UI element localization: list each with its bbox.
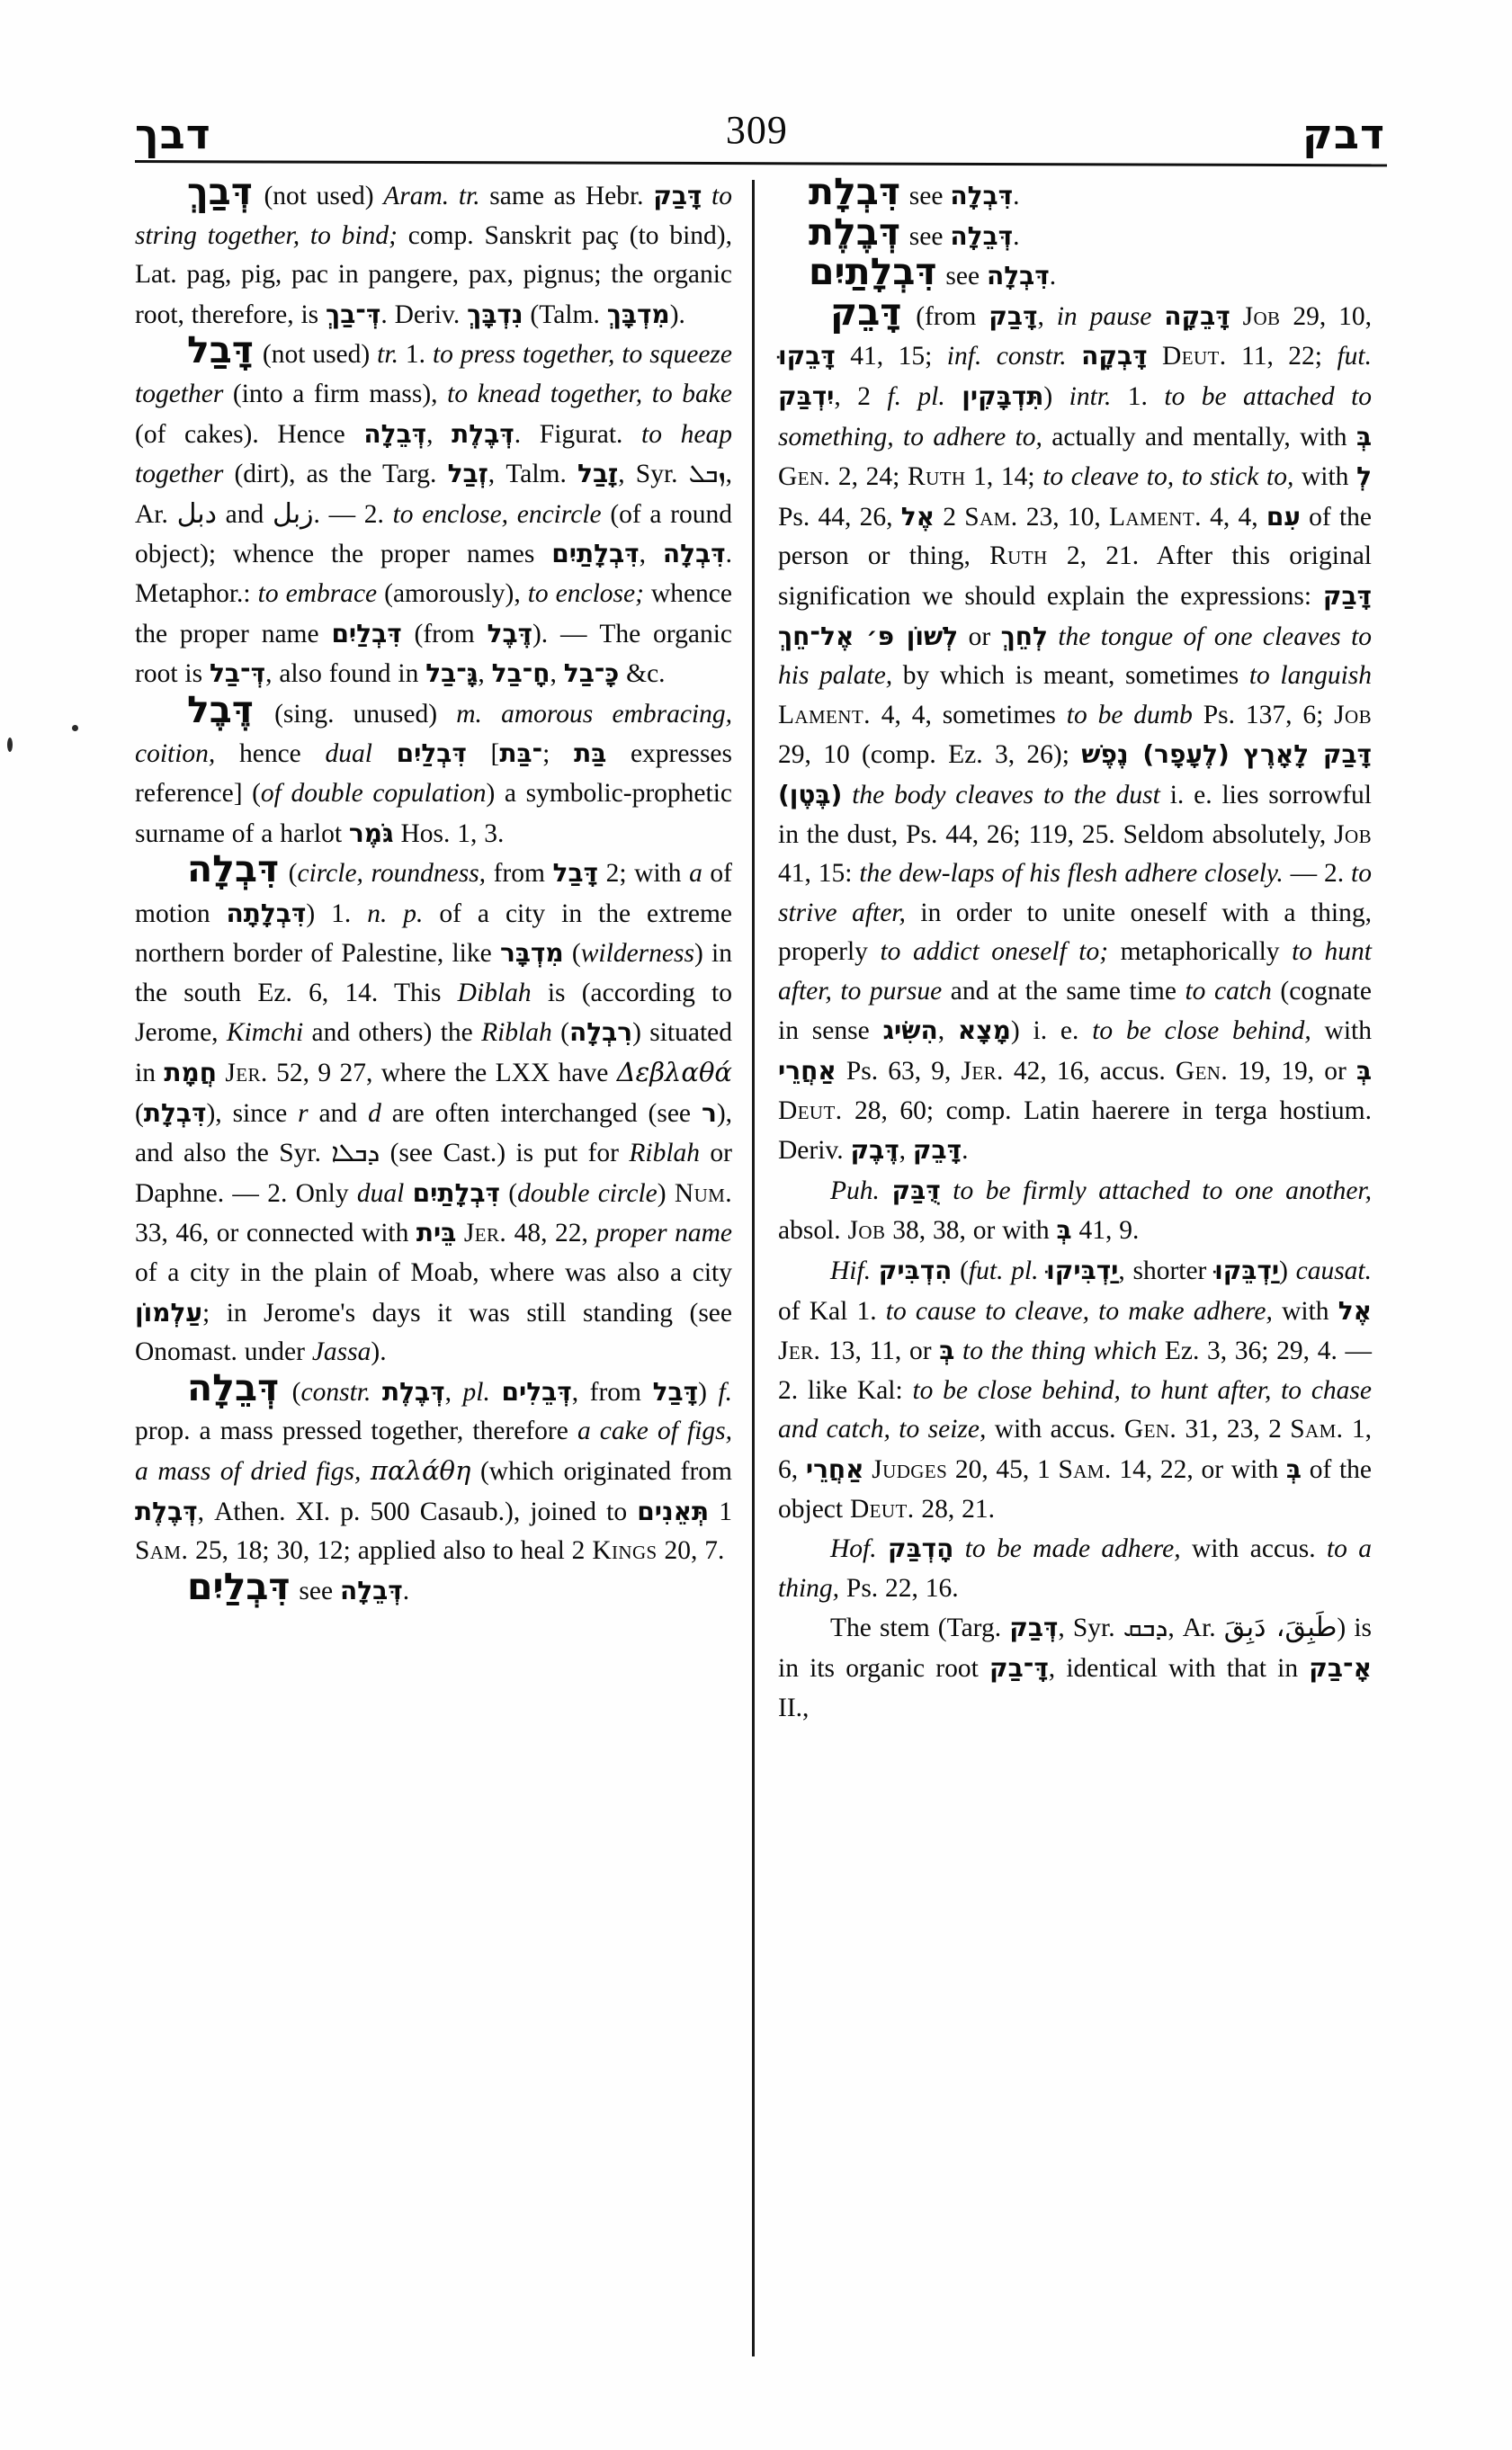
running-head-left-hebrew: דבך	[135, 110, 211, 158]
entry-dabaq-puh: Puh. דֻּבַּק to be firmly attached to one another, absol. Job 38, 38, or with בְּ 41, 9.	[778, 1175, 1373, 1246]
entry-diblayim-xref: דִּבְלַיִם see דְּבֵלָה.	[187, 1564, 410, 1608]
entry-debelah-cake: דְּבֵלָה (constr. דְּבֶלֶת, pl. דְּבֵלִים, from דָּבַל) f. prop. a mass pressed together, therefore a cake of figs, a mass of dried figs, παλάθη (which originated from דְּבֶלֶת, Athen. XI. p. 500 Casaub.), joined to תְּאֵנִים 1 Sam. 25, 18; 30, 12; applied also to heal 2 Kings 20, 7.	[135, 1365, 733, 1566]
entry-diblatayim-xref: דִּבְלָתַיִם see דִּבְלָה.	[809, 250, 1057, 294]
running-head-right-hebrew: דבק	[1302, 110, 1385, 158]
entry-diblah-place: דִּבְלָה (circle, roundness, from דָּבַל 2; with a of motion דִּבְלָתָה) 1. n. p. of a city in the extreme northern border of Palestine, like מִדְבָּר (wilderness) in the south Ez. 6, 14. This Diblah is (according to Jerome, Kimchi and others) the Riblah (רִבְלָה) situated in חֲמָת Jer. 52, 9 27, where the LXX have Δεβλαθά (דִּבְלָת), since r and d are often interchanged (see ר), and also the Syr. ܕܒܠܐ (see Cast.) is put for Riblah or Daphne. — 2. Only dual דִּבְלָתַיִם (double circle) Num. 33, 46, or connected with בֵּית Jer. 48, 22, proper name of a city in the plain of Moab, where was also a city עַלְמוֹן; in Jerome's days it was still standing (see Onomast. under Jassa).	[135, 847, 733, 1367]
scan-speck	[72, 725, 78, 731]
running-head	[135, 86, 1385, 158]
entry-diblat-xref-2: דְּבֶלֶת see דְּבֵלָה.	[809, 210, 1020, 254]
left-column	[135, 170, 752, 2362]
text-columns	[135, 170, 1387, 2362]
entry-dabaq-hif: Hif. הִדְבִּיק (fut. pl. יַדְבִּיקוּ, shorter יַדְבֵּקוּ) causat. of Kal 1. to cause to cleave, to make adhere, with אֶל Jer. 13, 11, or בְּ to the thing which Ez. 3, 36; 29, 4. — 2. like Kal: to be close behind, to hunt after, to chase and catch, to seize, with accus. Gen. 31, 23, 2 Sam. 1, 6, אַחֲרֵי Judges 20, 45, 1 Sam. 14, 22, or with בְּ of the object Deut. 28, 21.	[778, 1256, 1373, 1524]
header-rule	[135, 160, 1387, 166]
right-column	[755, 170, 1373, 2362]
entry-dabaq-main: דָּבֵק (from דָּבַק, in pause דָּבֵקָה Job 29, 10, דָּבֵקוּ 41, 15; inf. constr. דָּבְקָה Deut. 11, 22; fut. יִדְבַּק, 2 f. pl. תִּדְבָּקִין) intr. 1. to be attached to something, to adhere to, actually and mentally, with בְּ Gen. 2, 24; Ruth 1, 14; to cleave to, to stick to, with לְ Ps. 44, 26, אֶל 2 Sam. 23, 10, Lament. 4, 4, עִם of the person or thing, Ruth 2, 21. After this original signification we should explain the expressions: דָּבַק לְשׁוֹן פּ׳ אֶל־חֵךְ or לְחֵךְ the tongue of one cleaves to his palate, by which is meant, sometimes to languish Lament. 4, 4, sometimes to be dumb Ps. 137, 6; Job 29, 10 (comp. Ez. 3, 26); דָּבַק לָאָרֶץ (לֶעָפָר) נֶפֶשׁ (בֶּטֶן) the body cleaves to the dust i. e. lies sorrowful in the dust, Ps. 44, 26; 119, 25. Seldom absolutely, Job 41, 15: the dew-laps of his flesh adhere closely. — 2. to strive after, in order to unite oneself with a thing, properly to addict oneself to; metaphorically to hunt after, to pursue and at the same time to catch (cognate in sense הִשִּׂיג, מָצָא) i. e. to be close behind, with אַחֲרֵי Ps. 63, 9, Jer. 42, 16, accus. Gen. 19, 19, or בְּ Deut. 28, 60; comp. Latin haerere in terga hostium. Deriv. דֶּבֶק, דָּבֵק.	[778, 290, 1373, 1166]
entry-dbk-aram: דְּבַךְ (not used) Aram. tr. same as Hebr. דָּבַק to string together, to bind; comp. Sanskrit paç (to bind), Lat. pag, pig, pac in pangere, pax, pignus; the organic root, therefore, is דְּ־בַךְ. Deriv. נִדְבָּךְ (Talm. מִדְבָּךְ).	[135, 170, 733, 329]
scan-speck	[7, 738, 13, 752]
entry-dabaq-hof: Hof. הָדְבַּק to be made adhere, with accus. to a thing, Ps. 22, 16.	[778, 1533, 1373, 1603]
entry-diblat-xref-1: דִּבְלָת see דִּבְלָה.	[809, 170, 1020, 213]
entry-dabaq-stem: The stem (Targ. דְּבַק, Syr. ܕܒܩ, Ar. طَبِقَ، دَبِقَ) is in its organic root דָּ־בַק, identical with that in אָ־בַק II.,	[778, 1612, 1373, 1722]
entry-debel-noun: דֶּבֶל (sing. unused) m. amorous embracing, coition, hence dual דִּבְלַיִם [־בַּת; בַּת expresses reference] (of double copulation) a symbolic-prophetic surname of a harlot גֹּמֶר Hos. 1, 3.	[135, 687, 732, 848]
page-number: 309	[725, 108, 788, 152]
entry-dbl-verb: דָּבַל (not used) tr. 1. to press together, to squeeze together (into a firm mass), to knead together, to bake (of cakes). Hence דְּבֵלָה, דְּבֶלֶת. Figurat. to heap together (dirt), as the Targ. זְבַל, Talm. זָבַל, Syr. ܙܒܠ, Ar. دبل and زبل. — 2. to enclose, encircle (of a round object); whence the proper names דִּבְלָתַיִם, דִּבְלָה. Metaphor.: to embrace (amorously), to enclose; whence the proper name דִּבְלַיִם (from דֶּבֶל). — The organic root is דְּ־בַל, also found in גָּ־בַל, חָ־בַל, כָּ־בַל &c.	[135, 328, 733, 689]
